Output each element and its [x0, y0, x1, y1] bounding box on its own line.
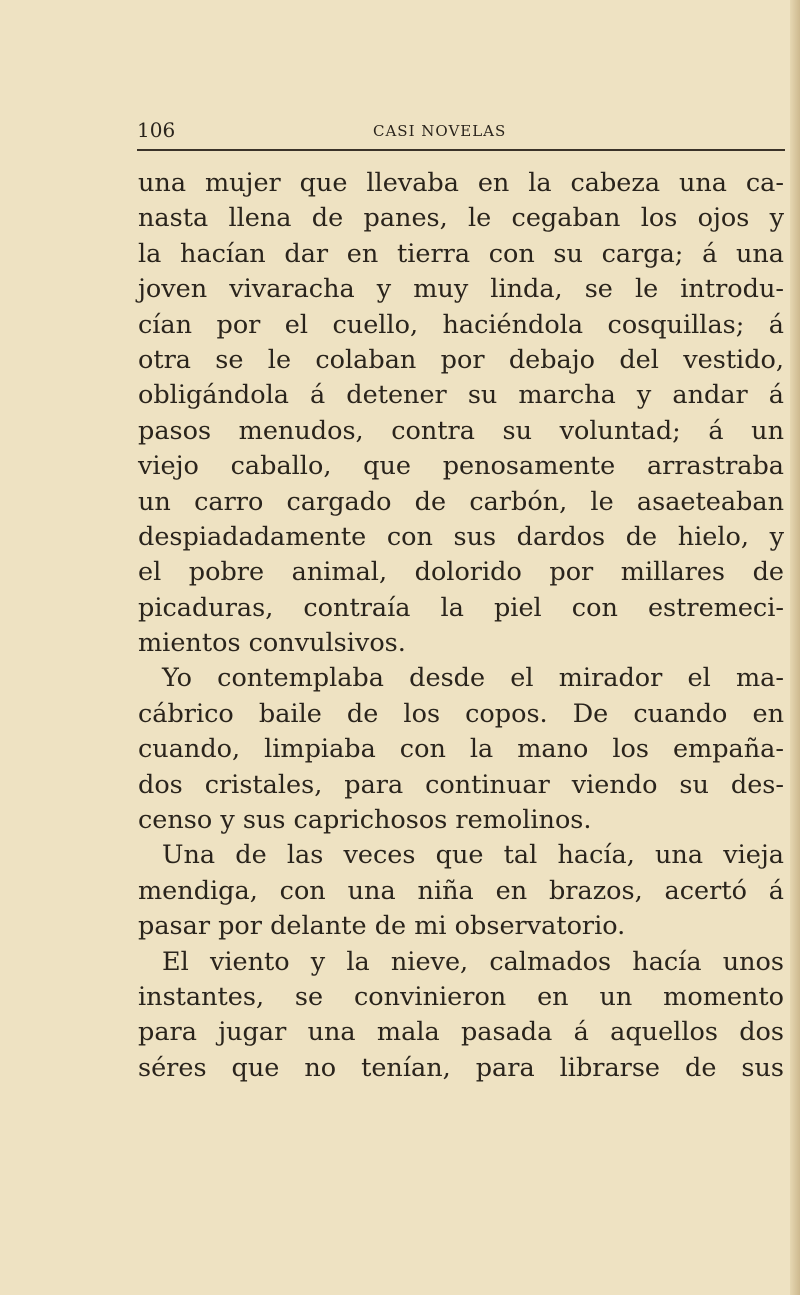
text-line: para jugar una mala pasada á aquellos dos: [138, 1017, 784, 1048]
text-line: cábrico baile de los copos. De cuando en: [138, 698, 784, 729]
header-rule: [137, 149, 785, 151]
text-line: obligándola á detener su marcha y andar á: [138, 380, 784, 411]
text-line: viejo caballo, que penosamente arrastraba: [138, 451, 784, 482]
text-line: instantes, se convinieron en un momento: [138, 981, 784, 1012]
text-line: El viento y la nieve, calmados hacía unos: [162, 946, 784, 977]
text-line: dos cristales, para continuar viendo su des-: [138, 769, 784, 800]
text-line: nasta llena de panes, le cegaban los ojos y: [138, 203, 784, 234]
text-line: cuando, limpiaba con la mano los empaña-: [138, 734, 784, 765]
text-line: el pobre animal, dolorido por millares de: [138, 557, 784, 588]
running-header: [137, 116, 785, 146]
text-line: joven vivaracha y muy linda, se le introdu-: [138, 274, 784, 305]
text-line: la hacían dar en tierra con su carga; á una: [138, 238, 784, 269]
text-line: pasar por delante de mi observatorio.: [138, 911, 626, 942]
text-line: censo y sus caprichosos remolinos.: [138, 805, 592, 836]
text-line: mientos convulsivos.: [138, 628, 406, 659]
text-line: otra se le colaban por debajo del vestido,: [138, 344, 784, 375]
text-line: cían por el cuello, haciéndola cosquillas; á: [138, 309, 784, 340]
text-line: pasos menudos, contra su voluntad; á un: [138, 415, 784, 446]
text-line: séres que no tenían, para librarse de sus: [138, 1052, 784, 1083]
text-line: picaduras, contraía la piel con estremeci-: [138, 592, 784, 623]
page-edge-shadow: [790, 0, 800, 1295]
body-text: [138, 166, 784, 1086]
text-line: Yo contemplaba desde el mirador el ma-: [162, 663, 784, 694]
text-line: despiadadamente con sus dardos de hielo, y: [138, 521, 784, 552]
text-line: Una de las veces que tal hacía, una vieja: [162, 840, 784, 871]
text-line: una mujer que llevaba en la cabeza una ca-: [138, 168, 784, 198]
page-number: 106: [137, 118, 176, 142]
text-line: un carro cargado de carbón, le asaeteaban: [138, 486, 784, 517]
text-line: mendiga, con una niña en brazos, acertó á: [138, 875, 784, 906]
running-title: CASI NOVELAS: [373, 122, 507, 140]
